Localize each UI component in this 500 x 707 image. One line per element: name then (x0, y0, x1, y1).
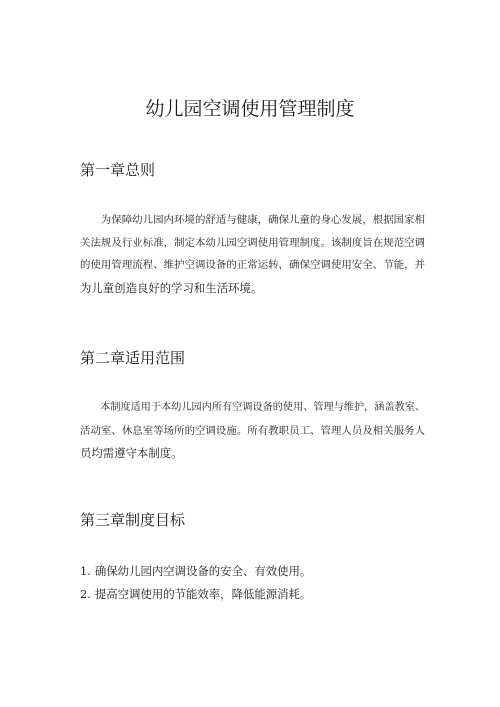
list-item-number: 1. (80, 564, 91, 578)
list-item (80, 583, 425, 605)
chapter-1-line-3: 的使用管理流程、维护空调设备的正常运转，确保空调使用安全、节能，并 (80, 259, 425, 271)
chapter-2-line-3: 员均需遵守本制度。 (80, 446, 183, 460)
chapter-1-line-4: 为儿童创造良好的学习和生活环境。 (80, 280, 263, 295)
chapter-1-paragraph (80, 209, 425, 299)
chapter-1-heading: 第一章总则 (80, 161, 156, 179)
list-item-number: 2. (80, 587, 91, 601)
chapter-2-line-2: 活动室、休息室等场所的空调设施。所有教职员工、管理人员及相关服务人 (80, 424, 425, 437)
list-item (80, 560, 425, 582)
chapter-3-heading: 第三章制度目标 (80, 511, 186, 529)
chapter-2-paragraph (80, 397, 425, 465)
list-item-text: 提高空调使用的节能效率，降低能源消耗。 (94, 587, 312, 601)
chapter-1-line-2: 关法规及行业标准，制定本幼儿园空调使用管理制度。该制度旨在规范空调 (80, 236, 425, 249)
document-title: 幼儿园空调使用管理制度 (145, 98, 355, 120)
list-item-text: 确保幼儿园内空调设备的安全、有效使用。 (94, 564, 312, 578)
chapter-1-line-1: 为保障幼儿园内环境的舒适与健康，确保儿童的身心发展，根据国家相 (100, 214, 425, 226)
chapter-2-heading: 第二章适用范围 (80, 349, 186, 367)
chapter-2-line-1: 本制度适用于本幼儿园内所有空调设备的使用、管理与维护，涵盖教室、 (100, 402, 425, 413)
